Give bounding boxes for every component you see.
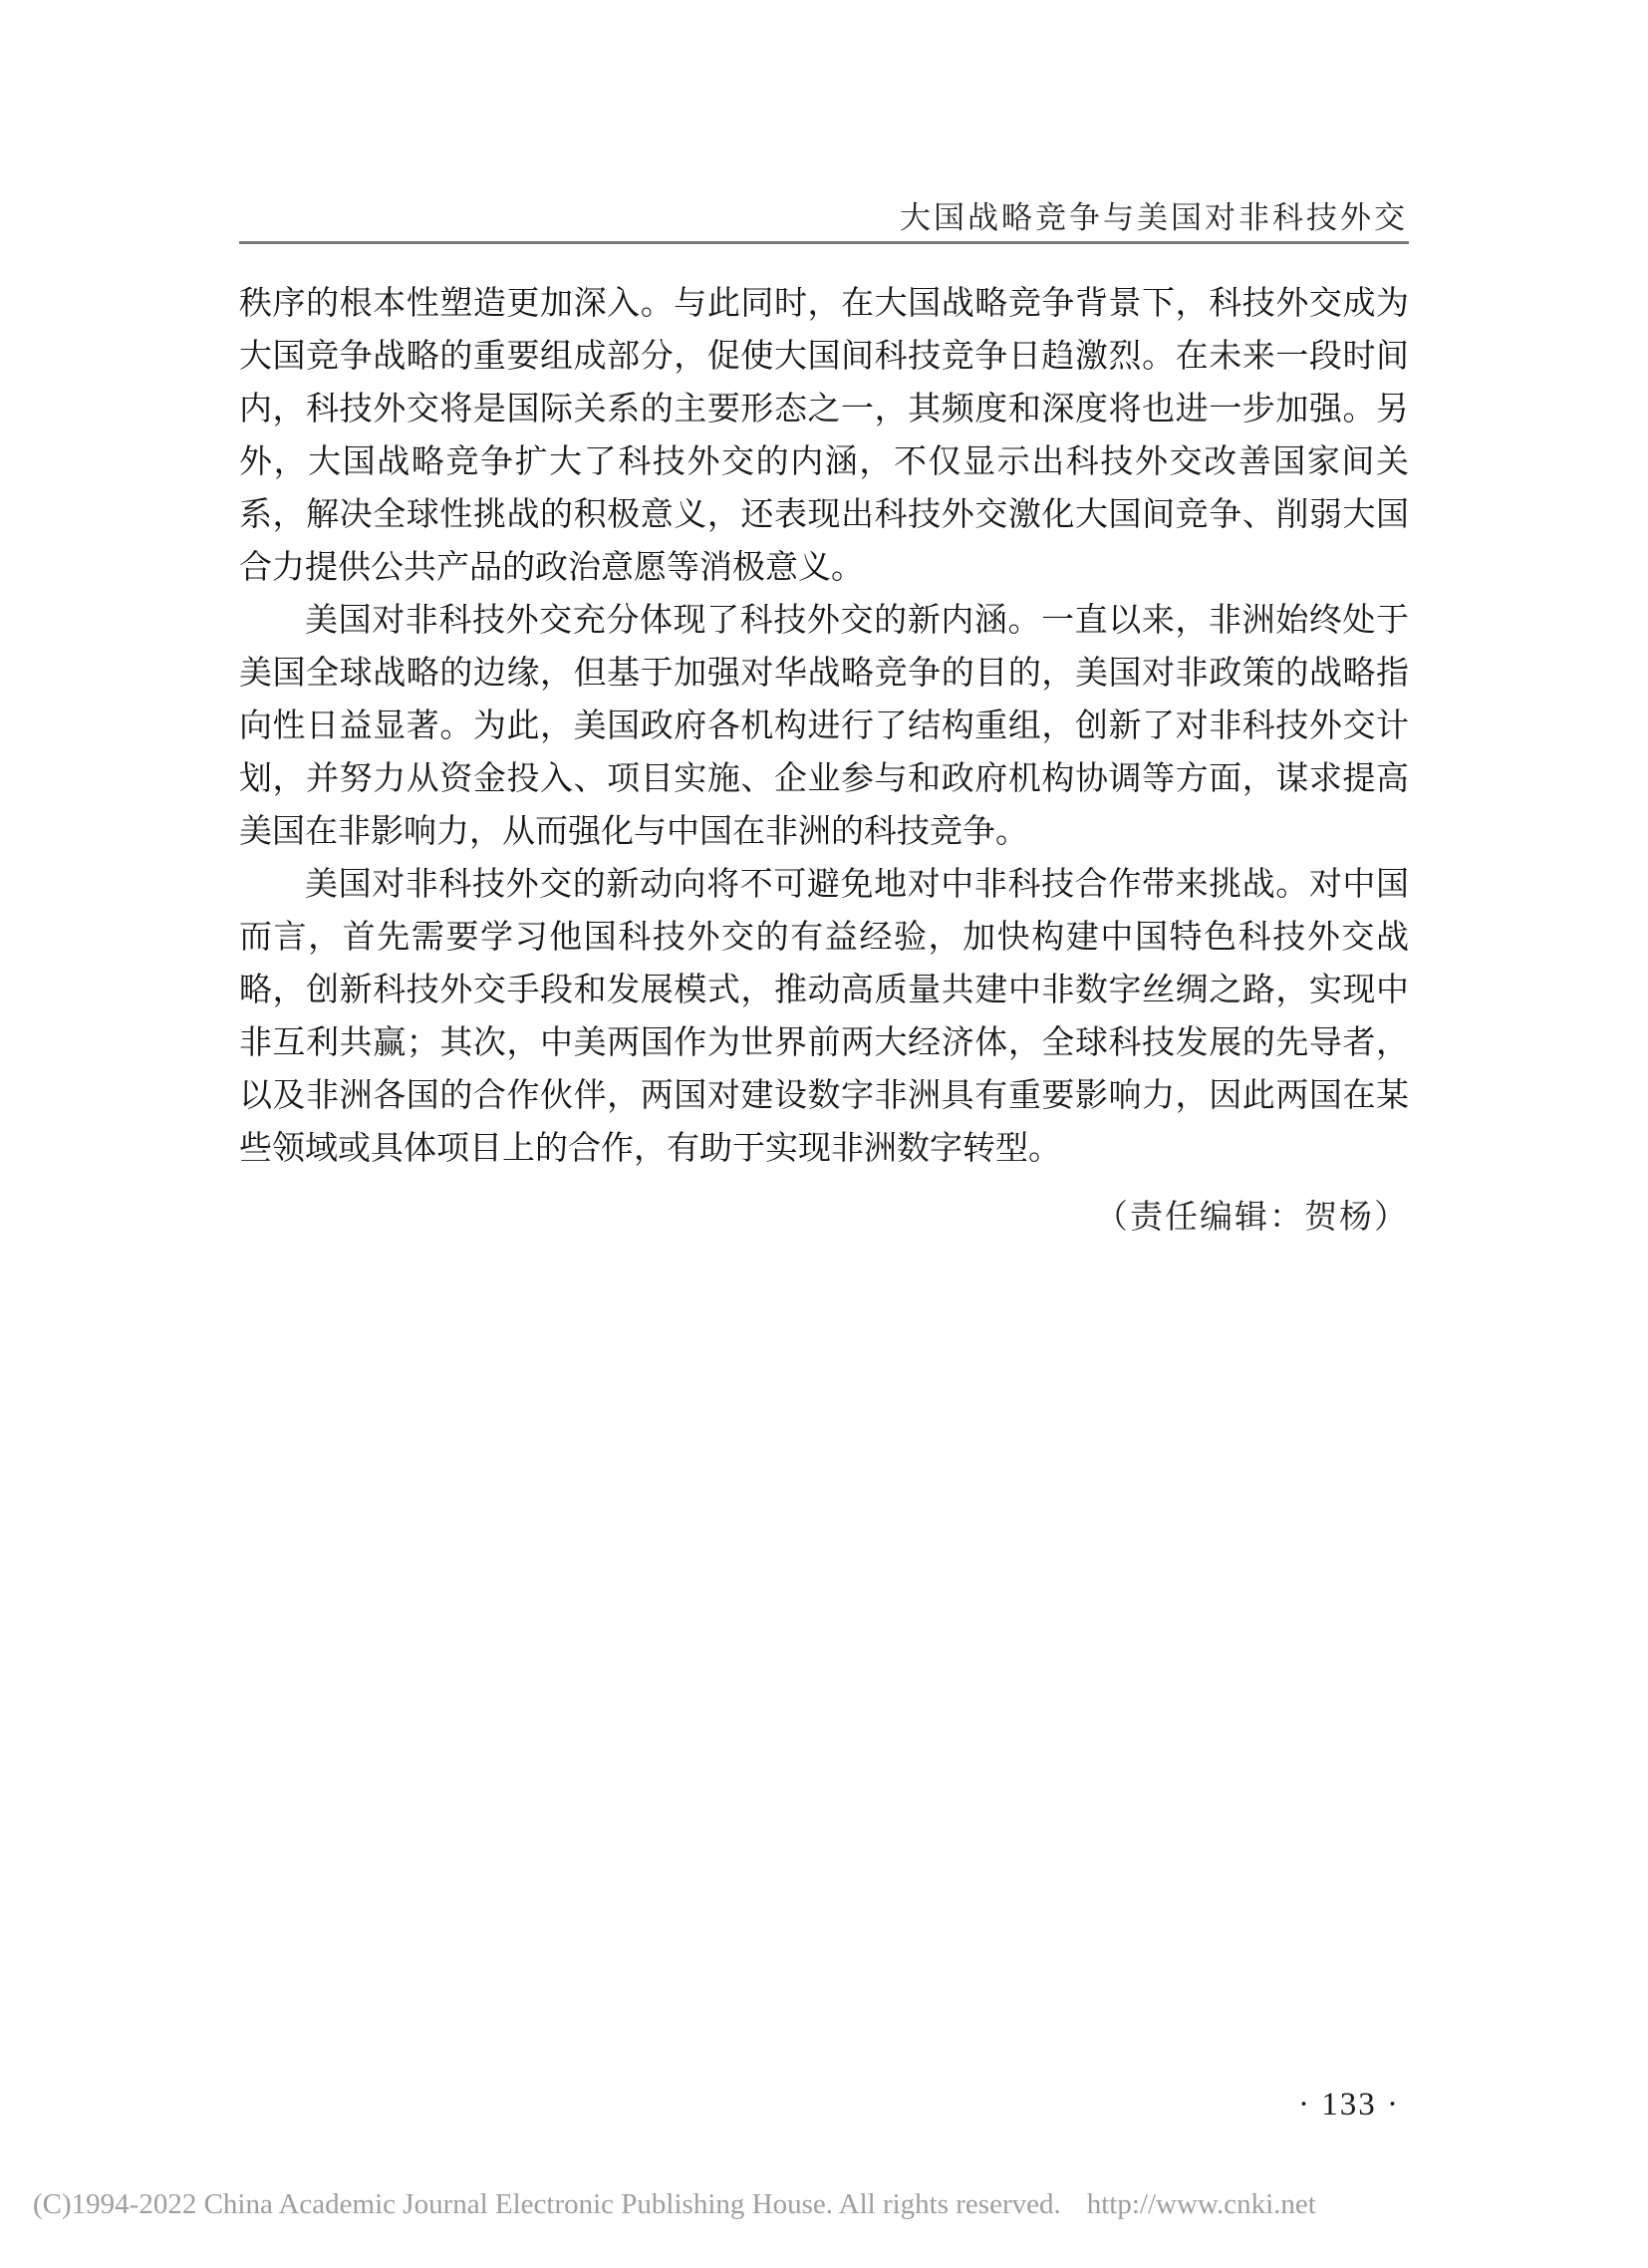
editor-note: （责任编辑：贺杨） xyxy=(1095,1200,1409,1236)
body-paragraph: 秩序的根本性塑造更加深入。与此同时，在大国战略竞争背景下，科技外交成为大国竞争战略的重要组成部分，促使大国间科技竞争日趋激烈。在未来一段时间内，科技外交将是国际关系的主要形态之一，其频度和深度将也进一步加强。另外，大国战略竞争扩大了科技外交的内涵，不仅显示出科技外交改善国家间关系，解决全球性挑战的积极意义，还表现出科技外交激化大国间竞争、削弱大国合力提供公共产品的政治意愿等消极意义。 xyxy=(239,286,1409,586)
page-number: · 133 · xyxy=(1298,2087,1400,2123)
cnki-footer xyxy=(33,2188,1316,2221)
copyright-notice: (C)1994-2022 China Academic Journal Electronic Publishing House. All rights reserved. xyxy=(33,2188,1061,2220)
cnki-url: http://www.cnki.net xyxy=(1086,2188,1316,2220)
running-header-title: 大国战略竞争与美国对非科技外交 xyxy=(900,200,1408,235)
body-paragraph: 美国对非科技外交充分体现了科技外交的新内涵。一直以来，非洲始终处于美国全球战略的边缘，但基于加强对华战略竞争的目的，美国对非政策的战略指向性日益显著。为此，美国政府各机构进行了结构重组，创新了对非科技外交计划，并努力从资金投入、项目实施、企业参与和政府机构协调等方面，谋求提高美国在非影响力，从而强化与中国在非洲的科技竞争。 xyxy=(239,603,1409,850)
body-paragraph: 美国对非科技外交的新动向将不可避免地对中非科技合作带来挑战。对中国而言，首先需要学习他国科技外交的有益经验，加快构建中国特色科技外交战略，创新科技外交手段和发展模式，推动高质量共建中非数字丝绸之路，实现中非互利共赢；其次，中美两国作为世界前两大经济体，全球科技发展的先导者，以及非洲各国的合作伙伴，两国对建设数字非洲具有重要影响力，因此两国在某些领域或具体项目上的合作，有助于实现非洲数字转型。 xyxy=(239,867,1409,1167)
article-body xyxy=(239,278,1409,1245)
header-rule-divider xyxy=(239,241,1409,244)
